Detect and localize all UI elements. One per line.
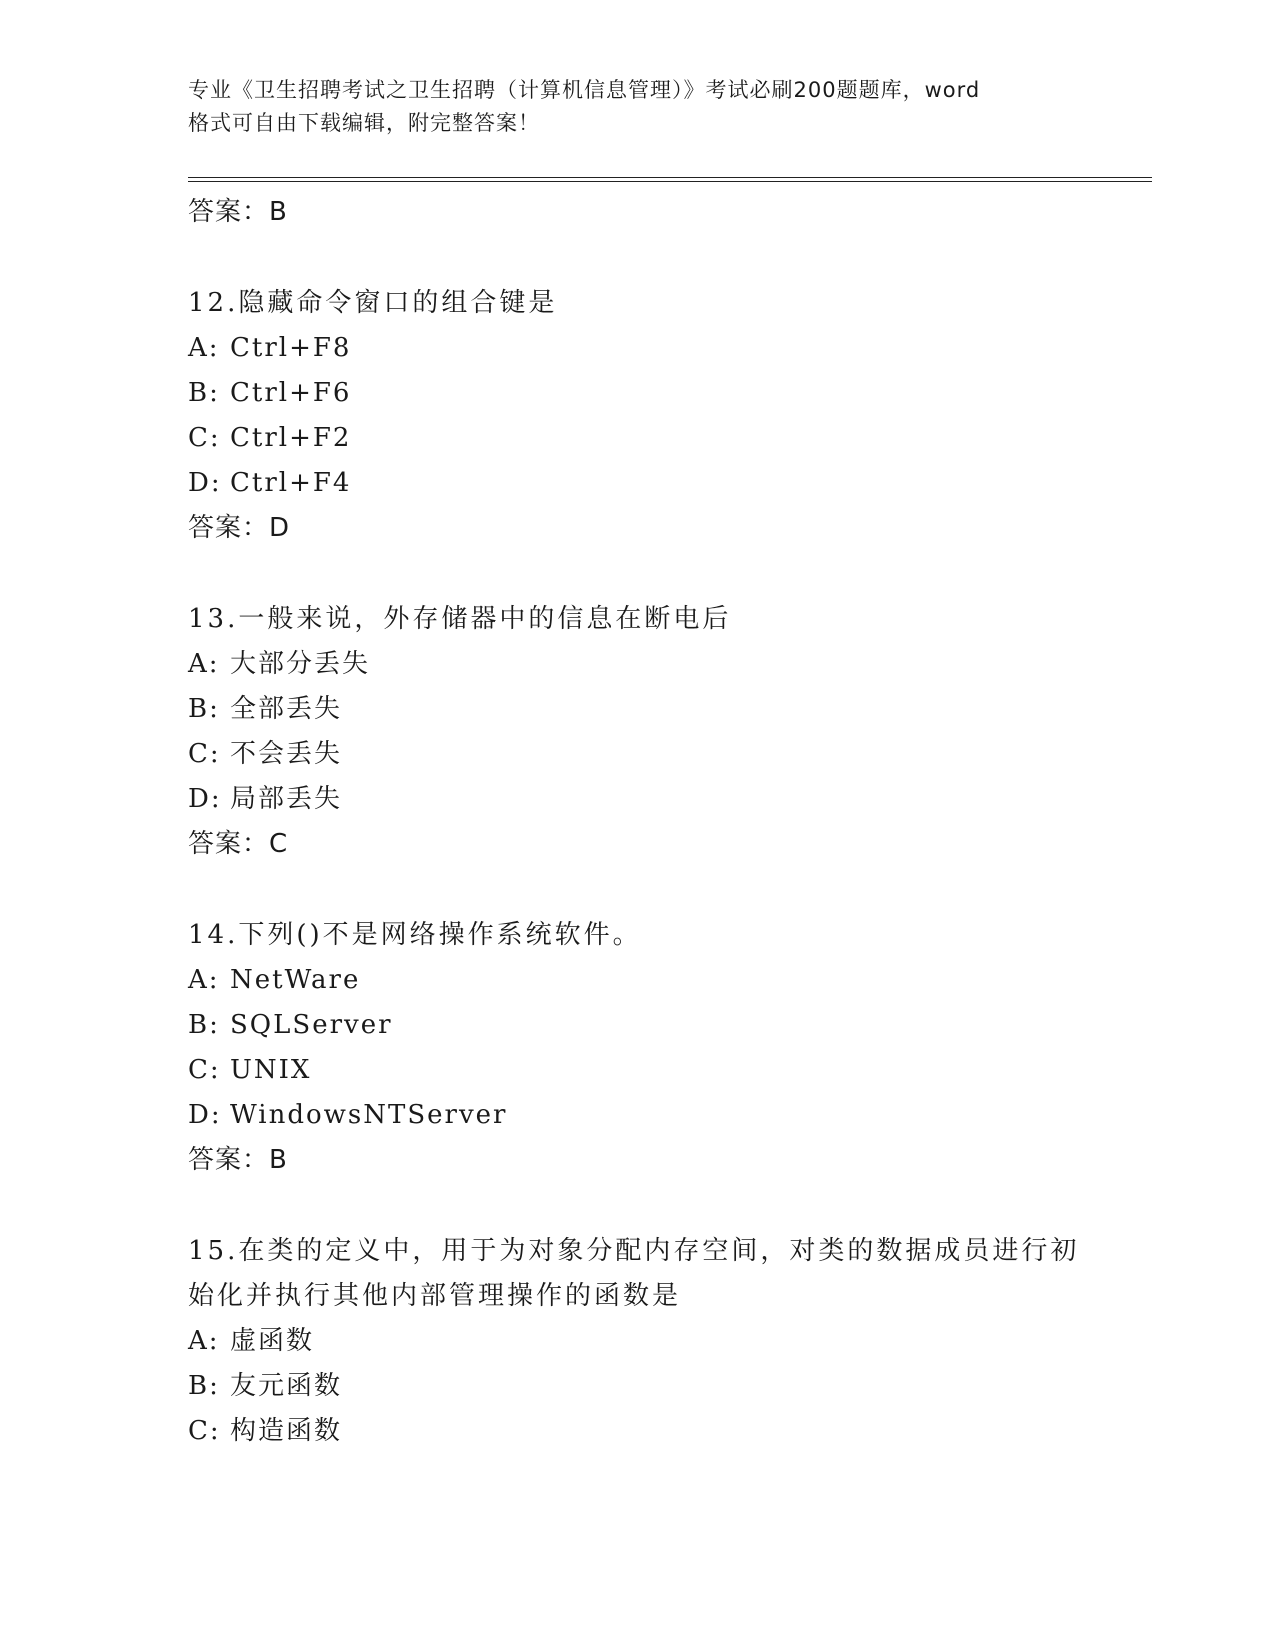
header-line-2: 格式可自由下载编辑，附完整答案！	[188, 111, 540, 135]
question-text: 14.下列()不是网络操作系统软件。	[188, 920, 642, 950]
questions-content	[188, 190, 1108, 1454]
document-header	[188, 74, 1088, 140]
option-letter: C:	[188, 1055, 221, 1085]
option-text: 全部丢失	[230, 694, 343, 724]
option-d	[188, 1093, 1108, 1138]
option-b	[188, 1364, 1108, 1409]
option-text: 大部分丢失	[230, 649, 371, 679]
option-b	[188, 371, 1108, 416]
option-letter: D:	[188, 784, 222, 814]
header-divider	[188, 177, 1152, 182]
option-text: 友元函数	[230, 1371, 343, 1401]
option-text: 局部丢失	[230, 784, 343, 814]
option-b	[188, 687, 1108, 732]
option-text: Ctrl+F4	[230, 468, 352, 498]
option-text: UNIX	[230, 1055, 312, 1085]
option-letter: B:	[188, 694, 220, 724]
option-letter: A:	[188, 649, 220, 679]
question-text-line-2: 始化并执行其他内部管理操作的函数是	[188, 1281, 682, 1311]
option-a	[188, 1319, 1108, 1364]
option-letter: D:	[188, 468, 222, 498]
option-a	[188, 958, 1108, 1003]
option-c	[188, 1048, 1108, 1093]
option-letter: B:	[188, 378, 220, 408]
option-letter: A:	[188, 1326, 220, 1356]
option-letter: C:	[188, 423, 221, 453]
option-text: NetWare	[230, 965, 361, 995]
option-c	[188, 416, 1108, 461]
option-text: Ctrl+F6	[230, 378, 352, 408]
option-letter: D:	[188, 1100, 222, 1130]
option-letter: B:	[188, 1010, 220, 1040]
question-13	[188, 597, 1108, 867]
option-text: 虚函数	[230, 1326, 315, 1356]
question-text: 12.隐藏命令窗口的组合键是	[188, 288, 558, 318]
option-letter: B:	[188, 1371, 220, 1401]
question-15	[188, 1229, 1108, 1454]
option-a	[188, 642, 1108, 687]
option-a	[188, 326, 1108, 371]
answer-line: 答案：B	[188, 1145, 288, 1175]
option-c	[188, 732, 1108, 777]
option-text: SQLServer	[230, 1010, 393, 1040]
option-text: WindowsNTServer	[230, 1100, 508, 1130]
question-14	[188, 913, 1108, 1183]
option-letter: A:	[188, 965, 220, 995]
option-text: 构造函数	[230, 1416, 343, 1446]
option-letter: A:	[188, 333, 220, 363]
option-text: Ctrl+F2	[230, 423, 352, 453]
answer-line: 答案：D	[188, 513, 291, 543]
answer-line: 答案：C	[188, 829, 289, 859]
option-letter: C:	[188, 739, 221, 769]
option-c	[188, 1409, 1108, 1454]
option-letter: C:	[188, 1416, 221, 1446]
option-b	[188, 1003, 1108, 1048]
option-text: Ctrl+F8	[230, 333, 352, 363]
answer-line: 答案：B	[188, 197, 288, 227]
question-12	[188, 281, 1108, 551]
option-text: 不会丢失	[230, 739, 343, 769]
question-text: 13.一般来说，外存储器中的信息在断电后	[188, 604, 732, 634]
header-line-1: 专业《卫生招聘考试之卫生招聘（计算机信息管理）》考试必刷200题题库，word	[188, 78, 981, 102]
question-text-line-1: 15.在类的定义中，用于为对象分配内存空间，对类的数据成员进行初	[188, 1236, 1080, 1266]
option-d	[188, 461, 1108, 506]
option-d	[188, 777, 1108, 822]
